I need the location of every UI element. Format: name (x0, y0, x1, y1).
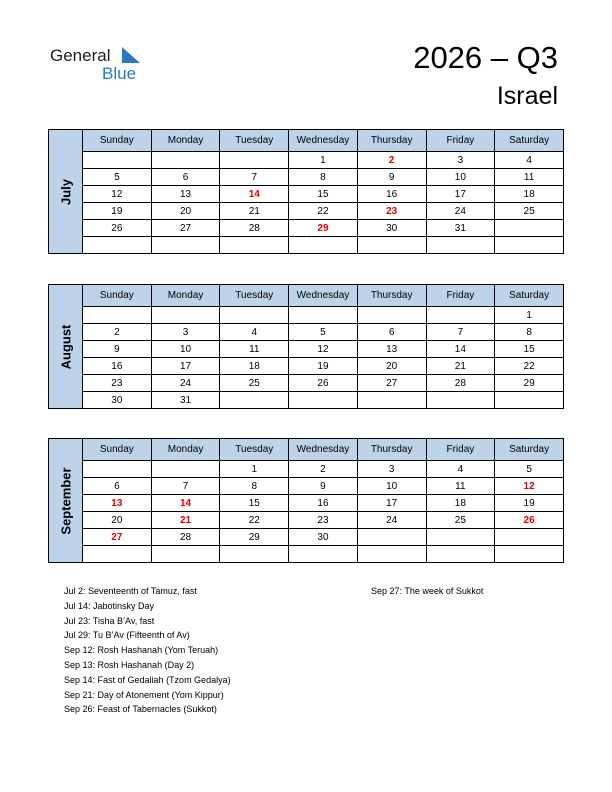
day-cell (426, 307, 495, 324)
day-cell (495, 529, 564, 546)
day-cell: 18 (220, 358, 289, 375)
day-cell: 13 (357, 341, 426, 358)
day-cell (426, 529, 495, 546)
day-cell: 26 (83, 220, 152, 237)
month-table-september (48, 438, 564, 563)
month-label: August (58, 324, 73, 369)
page-title: 2026 – Q3 (413, 40, 558, 75)
day-cell: 4 (426, 461, 495, 478)
day-cell: 3 (151, 324, 220, 341)
month-label-cell (49, 439, 83, 563)
weekday-header: Thursday (357, 130, 426, 152)
day-cell (220, 392, 289, 409)
weekday-header: Thursday (357, 439, 426, 461)
weekday-header-row (49, 439, 564, 461)
day-cell: 9 (357, 169, 426, 186)
month-table-july (48, 129, 564, 254)
day-cell: 10 (426, 169, 495, 186)
day-cell: 26 (495, 512, 564, 529)
day-cell: 8 (289, 169, 358, 186)
week-row (49, 461, 564, 478)
day-cell (151, 546, 220, 563)
day-cell: 14 (151, 495, 220, 512)
day-cell: 26 (289, 375, 358, 392)
week-row (49, 375, 564, 392)
day-cell: 31 (426, 220, 495, 237)
day-cell: 28 (426, 375, 495, 392)
logo-text-blue: Blue (102, 64, 137, 83)
day-cell: 3 (426, 152, 495, 169)
day-cell: 11 (495, 169, 564, 186)
day-cell: 25 (495, 203, 564, 220)
day-cell: 5 (289, 324, 358, 341)
day-cell: 27 (151, 220, 220, 237)
day-cell: 17 (357, 495, 426, 512)
day-cell (220, 152, 289, 169)
weekday-header: Saturday (495, 439, 564, 461)
weekday-header: Saturday (495, 130, 564, 152)
weekday-header: Friday (426, 130, 495, 152)
day-cell (289, 307, 358, 324)
day-cell: 16 (83, 358, 152, 375)
day-cell (495, 546, 564, 563)
day-cell (83, 546, 152, 563)
day-cell: 20 (357, 358, 426, 375)
day-cell (357, 237, 426, 254)
day-cell: 30 (289, 529, 358, 546)
day-cell: 1 (495, 307, 564, 324)
day-cell: 5 (495, 461, 564, 478)
day-cell: 20 (83, 512, 152, 529)
day-cell: 13 (151, 186, 220, 203)
day-cell: 30 (83, 392, 152, 409)
day-cell (289, 237, 358, 254)
holiday-note: Sep 14: Fast of Gedaliah (Tzom Gedalya) (64, 674, 231, 685)
day-cell: 2 (289, 461, 358, 478)
day-cell (220, 237, 289, 254)
day-cell: 24 (357, 512, 426, 529)
day-cell (357, 392, 426, 409)
day-cell (495, 392, 564, 409)
day-cell: 30 (357, 220, 426, 237)
weekday-header: Wednesday (289, 439, 358, 461)
day-cell: 6 (83, 478, 152, 495)
day-cell: 22 (495, 358, 564, 375)
weekday-header: Tuesday (220, 285, 289, 307)
day-cell: 10 (357, 478, 426, 495)
week-row (49, 237, 564, 254)
month-label: July (58, 178, 73, 205)
day-cell: 24 (426, 203, 495, 220)
day-cell: 24 (151, 375, 220, 392)
weekday-header: Monday (151, 130, 220, 152)
weekday-header: Friday (426, 439, 495, 461)
day-cell: 25 (426, 512, 495, 529)
day-cell: 8 (220, 478, 289, 495)
day-cell: 15 (289, 186, 358, 203)
day-cell: 1 (289, 152, 358, 169)
day-cell: 23 (83, 375, 152, 392)
day-cell (357, 307, 426, 324)
day-cell: 15 (220, 495, 289, 512)
day-cell: 17 (151, 358, 220, 375)
week-row (49, 358, 564, 375)
day-cell: 23 (357, 203, 426, 220)
weekday-header: Wednesday (289, 130, 358, 152)
day-cell (83, 307, 152, 324)
day-cell: 6 (357, 324, 426, 341)
week-row (49, 324, 564, 341)
holiday-note: Sep 13: Rosh Hashanah (Day 2) (64, 659, 195, 670)
weekday-header: Sunday (83, 130, 152, 152)
day-cell: 7 (151, 478, 220, 495)
holiday-note: Sep 21: Day of Atonement (Yom Kippur) (64, 689, 224, 700)
day-cell: 27 (83, 529, 152, 546)
day-cell: 31 (151, 392, 220, 409)
day-cell: 7 (220, 169, 289, 186)
week-row (49, 478, 564, 495)
weekday-header: Monday (151, 285, 220, 307)
day-cell: 29 (220, 529, 289, 546)
day-cell: 21 (426, 358, 495, 375)
day-cell (83, 237, 152, 254)
weekday-header: Saturday (495, 285, 564, 307)
day-cell (151, 152, 220, 169)
holiday-notes-col2 (371, 584, 483, 599)
month-table-august (48, 284, 564, 409)
generalblue-logo (50, 44, 150, 84)
holiday-note: Jul 23: Tisha B’Av, fast (64, 615, 155, 626)
day-cell: 16 (289, 495, 358, 512)
weekday-header: Friday (426, 285, 495, 307)
day-cell: 6 (151, 169, 220, 186)
day-cell: 19 (495, 495, 564, 512)
day-cell: 12 (83, 186, 152, 203)
day-cell: 22 (220, 512, 289, 529)
day-cell: 15 (495, 341, 564, 358)
day-cell: 9 (289, 478, 358, 495)
weekday-header-row (49, 130, 564, 152)
day-cell: 10 (151, 341, 220, 358)
day-cell: 23 (289, 512, 358, 529)
day-cell: 28 (220, 220, 289, 237)
day-cell: 5 (83, 169, 152, 186)
day-cell: 19 (83, 203, 152, 220)
day-cell: 21 (151, 512, 220, 529)
day-cell: 4 (220, 324, 289, 341)
day-cell: 27 (357, 375, 426, 392)
day-cell: 11 (220, 341, 289, 358)
holiday-notes (64, 584, 231, 717)
day-cell: 25 (220, 375, 289, 392)
day-cell (83, 461, 152, 478)
holiday-note: Jul 29: Tu B’Av (Fifteenth of Av) (64, 630, 190, 641)
weekday-header: Sunday (83, 439, 152, 461)
day-cell (220, 546, 289, 563)
weekday-header: Sunday (83, 285, 152, 307)
day-cell (289, 392, 358, 409)
day-cell: 21 (220, 203, 289, 220)
day-cell: 19 (289, 358, 358, 375)
day-cell: 3 (357, 461, 426, 478)
weekday-header: Thursday (357, 285, 426, 307)
week-row (49, 307, 564, 324)
holiday-note: Sep 12: Rosh Hashanah (Yom Teruah) (64, 645, 219, 656)
day-cell: 14 (426, 341, 495, 358)
day-cell (495, 220, 564, 237)
logo-text-general: General (50, 46, 111, 65)
day-cell: 17 (426, 186, 495, 203)
day-cell: 14 (220, 186, 289, 203)
day-cell: 11 (426, 478, 495, 495)
logo-triangle-icon (116, 47, 140, 63)
day-cell (357, 529, 426, 546)
day-cell (83, 152, 152, 169)
week-row (49, 152, 564, 169)
week-row (49, 495, 564, 512)
week-row (49, 220, 564, 237)
holiday-note: Sep 26: Feast of Tabernacles (Sukkot) (64, 704, 217, 715)
day-cell (220, 307, 289, 324)
day-cell: 2 (357, 152, 426, 169)
day-cell: 29 (289, 220, 358, 237)
day-cell: 28 (151, 529, 220, 546)
day-cell (426, 546, 495, 563)
month-label-cell (49, 130, 83, 254)
day-cell: 16 (357, 186, 426, 203)
weekday-header-row (49, 285, 564, 307)
holiday-note: Sep 27: The week of Sukkot (371, 586, 484, 596)
holiday-note: Jul 14: Jabotinsky Day (64, 600, 155, 611)
week-row (49, 546, 564, 563)
weekday-header: Wednesday (289, 285, 358, 307)
week-row (49, 203, 564, 220)
day-cell: 18 (495, 186, 564, 203)
day-cell (426, 237, 495, 254)
day-cell: 2 (83, 324, 152, 341)
day-cell: 20 (151, 203, 220, 220)
day-cell (151, 307, 220, 324)
day-cell: 1 (220, 461, 289, 478)
day-cell: 18 (426, 495, 495, 512)
day-cell: 29 (495, 375, 564, 392)
day-cell: 12 (495, 478, 564, 495)
week-row (49, 512, 564, 529)
week-row (49, 186, 564, 203)
day-cell: 13 (83, 495, 152, 512)
holiday-note: Jul 2: Seventeenth of Tamuz, fast (64, 586, 197, 596)
month-label: September (58, 466, 73, 535)
day-cell: 22 (289, 203, 358, 220)
day-cell (357, 546, 426, 563)
week-row (49, 341, 564, 358)
weekday-header: Monday (151, 439, 220, 461)
day-cell: 7 (426, 324, 495, 341)
day-cell (495, 237, 564, 254)
country-name: Israel (496, 82, 558, 110)
week-row (49, 392, 564, 409)
weekday-header: Tuesday (220, 130, 289, 152)
day-cell: 4 (495, 152, 564, 169)
month-label-cell (49, 285, 83, 409)
day-cell: 8 (495, 324, 564, 341)
day-cell: 12 (289, 341, 358, 358)
weekday-header: Tuesday (220, 439, 289, 461)
week-row (49, 529, 564, 546)
week-row (49, 169, 564, 186)
day-cell (151, 237, 220, 254)
day-cell (426, 392, 495, 409)
day-cell (151, 461, 220, 478)
day-cell: 9 (83, 341, 152, 358)
day-cell (289, 546, 358, 563)
